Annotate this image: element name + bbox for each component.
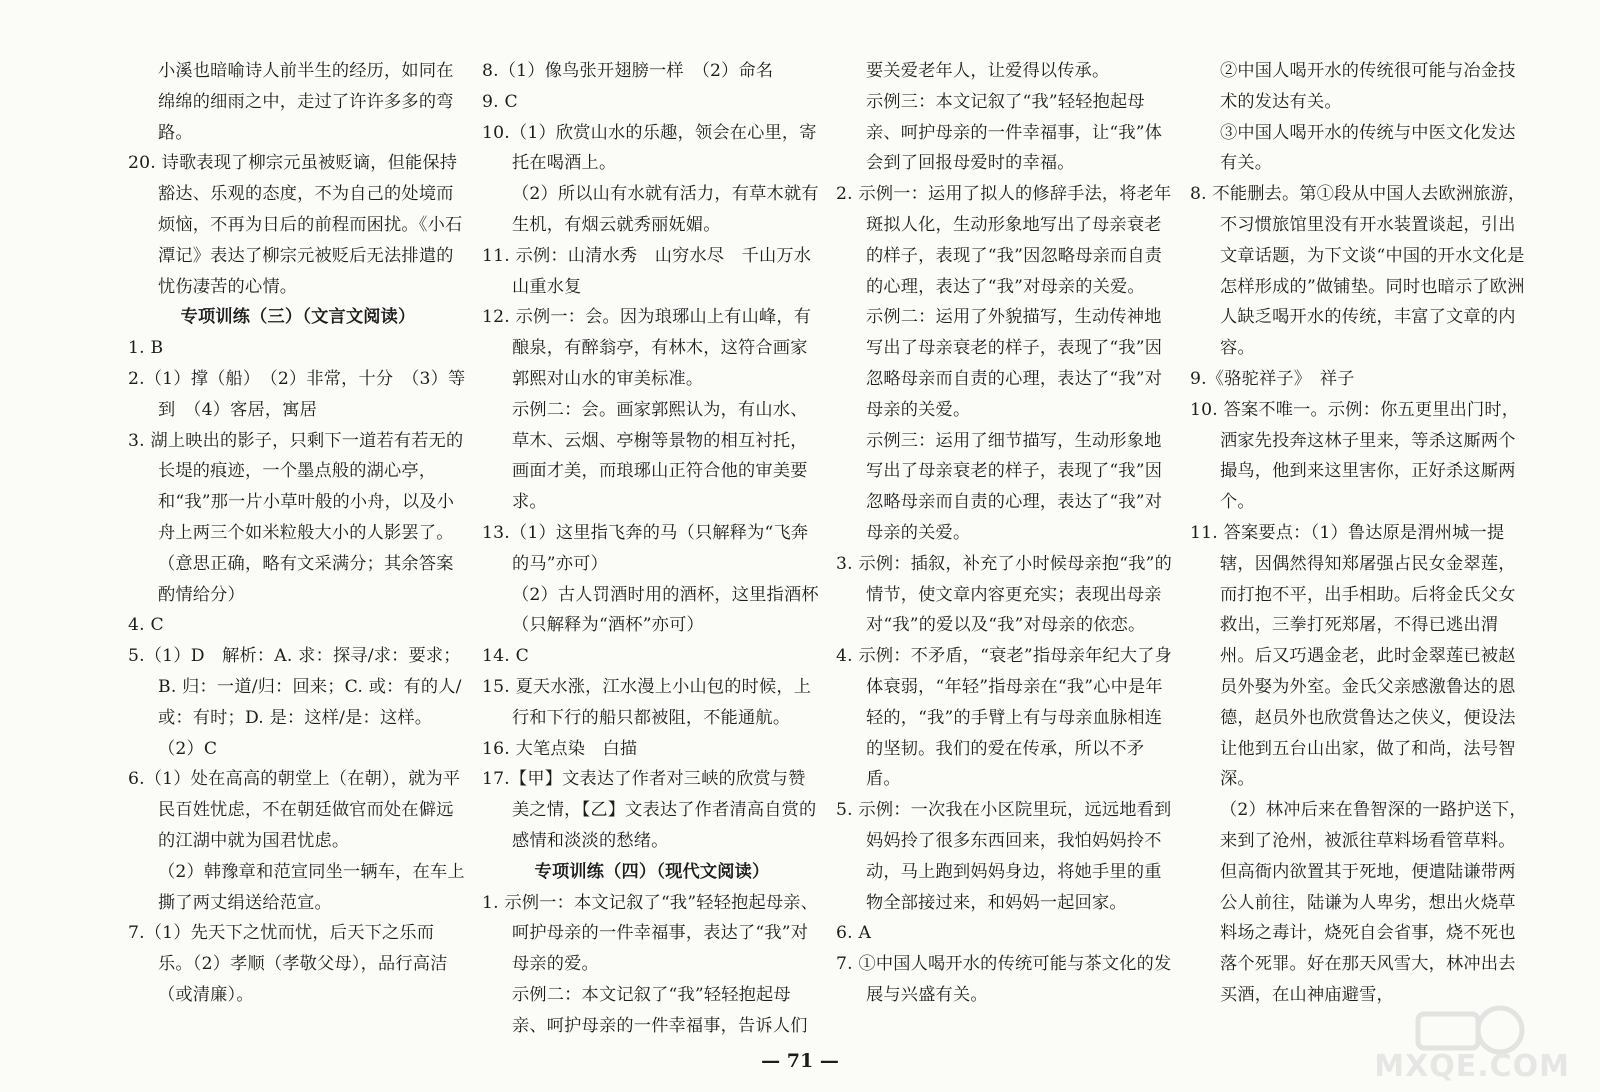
answer-paragraph: 17.【甲】文表达了作者对三峡的欣赏与赞美之情，【乙】文表达了作者清高自赏的感情和淡淡的愁绪。 [482,769,817,851]
column-3 [836,56,1176,1011]
answer-paragraph: 示例三：本文记叙了“我”轻轻抱起母亲、呵护母亲的一件幸福事，让“我”体会到了回报母爱时的幸福。 [866,91,1163,174]
answer-paragraph: 16. 大笔点染 白描 [482,738,638,759]
answer-paragraph: 5.（1）D 解析：A. 求：探寻/求：要求；B. 归：一道/归：回来；C. 或：有的人/或：有时；D. 是：这样/是：这样。 [128,646,462,728]
answer-paragraph: （2）C [158,738,218,759]
answer-paragraph: 10.（1）欣赏山水的乐趣，领会在心里，寄托在喝酒上。 [482,122,817,174]
answer-paragraph: ②中国人喝开水的传统很可能与冶金技术的发达有关。 [1220,61,1516,112]
answer-paragraph: 3. 示例：插叙，补充了小时候母亲抱“我”的情节，使文章内容更充实；表现出母亲对“我”的爱以及“我”对母亲的依恋。 [836,553,1173,636]
answer-paragraph: 14. C [482,646,529,667]
watermark-text: MXQE.COM [1374,1049,1570,1084]
answer-paragraph: 9.《骆驼祥子》 祥子 [1190,368,1355,389]
section-heading: 专项训练（四）（现代文阅读） [534,861,770,882]
answer-paragraph: 12. 示例一：会。因为琅琊山上有山峰，有酿泉，有醉翁亭，有林木，这符合画家郭熙对山水的审美标准。 [482,307,812,389]
answer-paragraph: 4. 示例：不矛盾，“衰老”指母亲年纪大了身体衰弱，“年轻”指母亲在“我”心中是年轻的，“我”的手臂上有与母亲血脉相连的坚韧。我们的爱在传承，所以不矛盾。 [836,646,1173,790]
answer-paragraph: 20. 诗歌表现了柳宗元虽被贬谪，但能保持豁达、乐观的态度，不为自己的处境而烦恼，不再为日后的前程而困扰。《小石潭记》表达了柳宗元被贬后无法排遣的忧伤凄苦的心情。 [128,153,463,297]
answer-paragraph: 6.（1）处在高高的朝堂上（在朝），就为平民百姓忧虑，不在朝廷做官而处在僻远的江湖中就为国君忧虑。 [128,769,461,851]
answer-paragraph: （2）所以山有水就有活力，有草木就有生机，有烟云就秀丽妩媚。 [512,184,819,235]
answer-paragraph: 10. 答案不唯一。示例：你五更里出门时，洒家先投奔这林子里来，等杀这厮两个撮鸟，他到来这里害你，正好杀这厮两个。 [1190,399,1520,513]
answer-paragraph: 6. A [836,923,872,944]
answer-paragraph: （2）林冲后来在鲁智深的一路护送下，来到了沧州，被派往草料场看管草料。但高衙内欲置其于死地，便遣陆谦带两公人前往，陆谦为人卑劣，想出火烧草料场之毒计，烧死自会省事，烧不死也落个死罪。好在那天风雪大，林冲出去买酒，在山神庙避雪， [1220,800,1527,1005]
answer-paragraph: 7. ①中国人喝开水的传统可能与茶文化的发展与兴盛有关。 [836,954,1172,1005]
answer-paragraph: 1. 示例一：本文记叙了“我”轻轻抱起母亲、呵护母亲的一件幸福事，表达了“我”对母亲的爱。 [482,892,819,975]
answer-paragraph: 13.（1）这里指飞奔的马（只解释为“飞奔的马”亦可） [482,522,809,574]
answer-paragraph: （2）古人罚酒时用的酒杯，这里指酒杯（只解释为“酒杯”亦可） [512,584,819,636]
column-1 [128,56,468,1011]
answer-paragraph: 示例二：本文记叙了“我”轻轻抱起母亲、呵护母亲的一件幸福事，告诉人们 [512,984,808,1036]
answer-paragraph: 8. 不能删去。第①段从中国人去欧洲旅游，不习惯旅馆里没有开水装置谈起，引出文章话题，为下文谈“中国的开水文化是怎样形成的”做铺垫。同时也暗示了欧洲人缺乏喝开水的传统，丰富了文章的内容。 [1190,184,1526,359]
page-number: — 71 — [761,1050,839,1072]
watermark-logo [1370,1004,1570,1084]
answer-paragraph: 4. C [128,615,164,636]
answer-paragraph: 要关爱老年人，让爱得以传承。 [866,61,1110,81]
answer-paragraph: 7.（1）先天下之忧而忧，后天下之乐而乐。（2）孝顺（孝敬父母），品行高洁（或清廉）。 [128,923,448,1005]
answer-paragraph: 3. 湖上映出的影子，只剩下一道若有若无的长堤的痕迹，一个墨点般的湖心亭，和“我”那一片小草叶般的小舟，以及小舟上两三个如米粒般大小的人影罢了。（意思正确，略有文采满分；其余答案酌情给分） [128,430,464,605]
answer-paragraph: 1. B [128,338,164,359]
answer-paragraph: 11. 示例：山清水秀 山穷水尽 千山万水 山重水复 [482,245,829,297]
answer-paragraph: 2. 示例一：运用了拟人的修辞手法，将老年斑拟人化，生动形象地写出了母亲衰老的样子，表现了“我”因忽略母亲而自责的心理，表达了“我”对母亲的关爱。 [836,184,1172,297]
answer-paragraph: 8.（1）像鸟张开翅膀一样 （2）命名 [482,61,774,81]
answer-paragraph: 15. 夏天水涨，江水漫上小山包的时候，上行和下行的船只都被阻，不能通航。 [482,676,812,728]
column-4 [1190,56,1530,1011]
answer-paragraph: 9. C [482,91,518,112]
column-2 [482,56,829,1042]
answer-paragraph: 示例三：运用了细节描写，生动形象地写出了母亲衰老的样子，表现了“我”因忽略母亲而自责的心理，表达了“我”对母亲的关爱。 [866,430,1163,543]
answer-paragraph: 2.（1）撑（船） （2）非常，十分 （3）等到 （4）客居，寓居 [128,368,466,420]
section-heading: 专项训练（三）（文言文阅读） [180,307,416,328]
answer-paragraph: 小溪也暗喻诗人前半生的经历，如同在绵绵的细雨之中，走过了许许多多的弯路。 [158,61,454,143]
answer-paragraph: 11. 答案要点：（1）鲁达原是渭州城一提辖，因偶然得知郑屠强占民女金翠莲，而打抱不平，出手相助。后将金氏父女救出，三拳打死郑屠，不得已逃出渭州。后又巧遇金老，此时金翠莲已被赵员外娶为外室。金氏父亲感激鲁达的恩德，赵员外也欣赏鲁达之侠义，便设法让他到五台山出家，做了和尚，法号智深。 [1190,522,1516,790]
answer-paragraph: 示例二：运用了外貌描写，生动传神地写出了母亲衰老的样子，表现了“我”因忽略母亲而自责的心理，表达了“我”对母亲的关爱。 [866,307,1163,420]
answer-paragraph: 5. 示例：一次我在小区院里玩，远远地看到妈妈拎了很多东西回来，我怕妈妈拎不动，马上跑到妈妈身边，将她手里的重物全部接过来，和妈妈一起回家。 [836,800,1172,913]
answer-paragraph: ③中国人喝开水的传统与中医文化发达有关。 [1220,122,1516,174]
answer-paragraph: （2）韩豫章和范宣同坐一辆车，在车上撕了两丈绢送给范宣。 [158,861,465,913]
answer-paragraph: 示例二：会。画家郭熙认为，有山水、草木、云烟、亭榭等景物的相互衬托，画面才美，而琅琊山正符合他的审美要求。 [512,399,808,513]
